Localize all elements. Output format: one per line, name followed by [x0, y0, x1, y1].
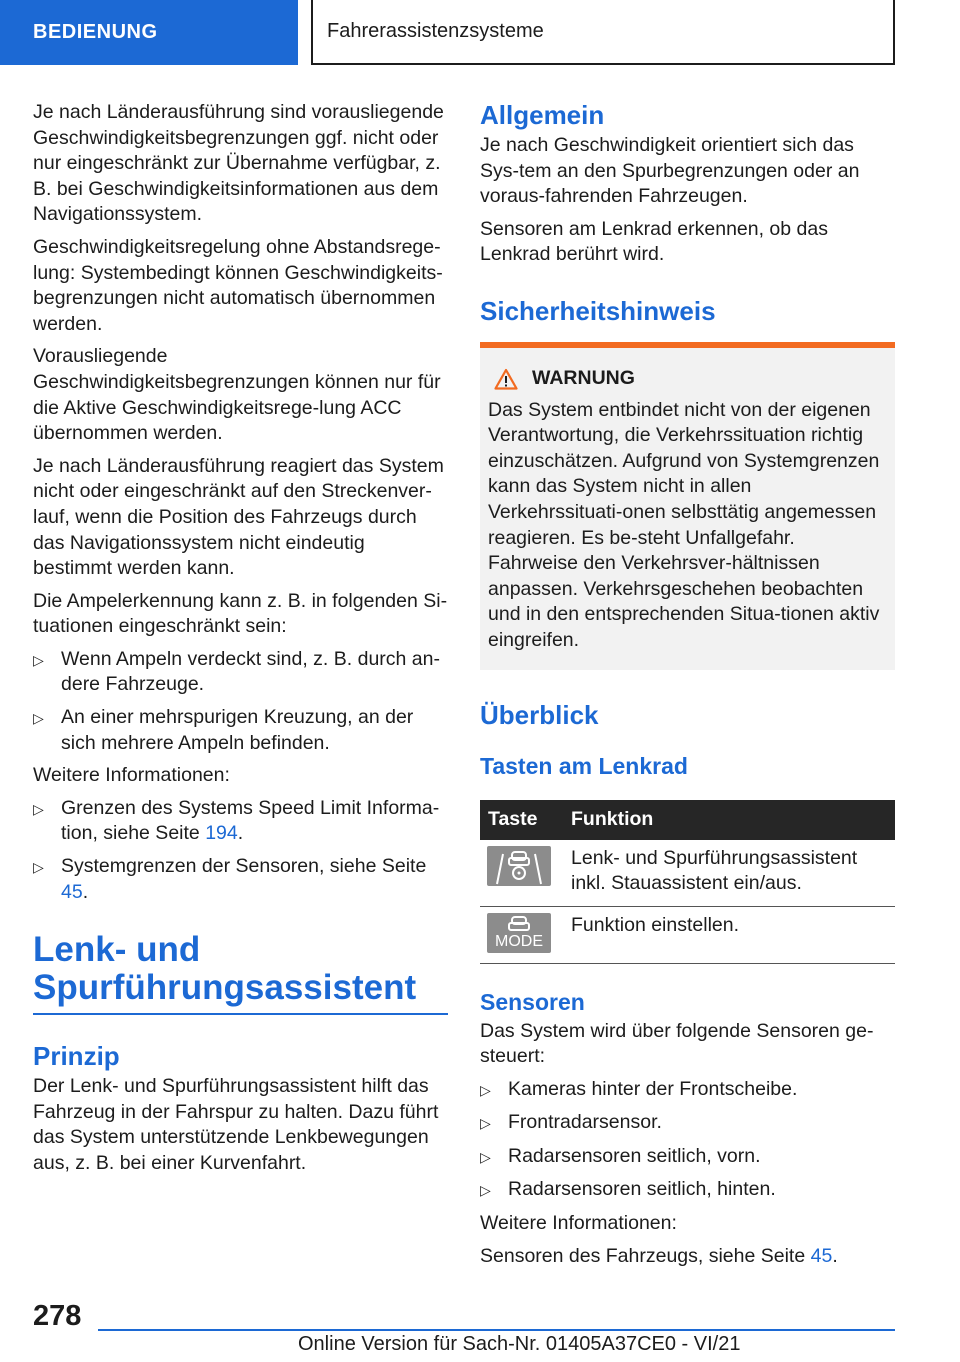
bullet-triangle-icon: ▷ — [480, 1182, 491, 1199]
paragraph: Vorausliegende Geschwindigkeitsbegrenzungen können nur für die Aktive Geschwindigkeitsrege-lung ACC übernommen werden. — [33, 345, 441, 445]
list-item: ▷ Wenn Ampeln verdeckt sind, z. B. durch an-dere Fahrzeuge. — [33, 647, 448, 698]
page-link-45[interactable]: 45 — [61, 880, 83, 903]
paragraph: Geschwindigkeitsregelung ohne Abstandsrege-lung: Systembedingt können Geschwindigkeits-begrenzungen nicht automatisch übernommen werden. — [33, 235, 443, 335]
warning-header: WARNUNG — [488, 366, 887, 392]
section-tab: BEDIENUNG — [0, 0, 298, 65]
mode-button-icon: MODE — [487, 913, 551, 953]
lane-assist-button-icon — [487, 846, 551, 886]
paragraph: Je nach Länderausführung reagiert das System nicht oder eingeschränkt auf den Streckenver-lauf, wenn die Position des Fahrzeugs durch das Navigationssystem nicht eindeutig bestimmt werden kann. — [33, 454, 444, 580]
paragraph: Je nach Länderausführung sind vorausliegende Geschwindigkeitsbegrenzungen ggf. nicht oder nur eingeschränkt zur Übernahme verfügbar, z. B. bei Geschwindigkeitsinformationen aus dem Navigationssystem. — [33, 101, 444, 226]
list-item: ▷ Radarsensoren seitlich, hinten. — [480, 1177, 895, 1204]
warning-text: Das System entbindet nicht von der eigenen Verantwortung, die Verkehrssituation richtig einzuschätzen. Aufgrund von Systemgrenzen kann das System nicht in allen Verkehrssituati-onen selbsttätig angemessen reagieren. Es be-steht Unfallgefahr. Fahrweise den Verkehrsver-hältnissen anpassen. Verkehrsgeschehen beobachten und in den entsprechenden Situa-tionen aktiv eingreifen. — [488, 398, 880, 651]
bullet-triangle-icon: ▷ — [33, 651, 44, 668]
prinzip-heading: Prinzip — [33, 1041, 120, 1072]
table-row — [480, 840, 895, 907]
more-info-label: Weitere Informationen: — [33, 764, 230, 787]
buttons-table — [480, 800, 895, 964]
page-link-45[interactable]: 45 — [810, 1244, 833, 1267]
bullet-triangle-icon: ▷ — [480, 1081, 491, 1098]
overview-heading: Überblick — [480, 699, 599, 730]
bullet-triangle-icon: ▷ — [33, 710, 44, 727]
paragraph: Sensoren am Lenkrad erkennen, ob das Lenkrad berührt wird. — [480, 217, 828, 266]
page-link-194[interactable]: 194 — [205, 822, 238, 845]
list-item: ▷ An einer mehrspurigen Kreuzung, an der sich mehrere Ampeln befinden. — [33, 705, 448, 756]
footer-divider — [98, 1329, 895, 1331]
footer-text: Online Version für Sach-Nr. 01405A37CE0 - VI/21 — [298, 1333, 741, 1355]
buttons-heading: Tasten am Lenkrad — [480, 752, 688, 779]
list-item: ▷ Radarsensoren seitlich, vorn. — [480, 1144, 895, 1171]
table-row — [480, 906, 895, 963]
right-column — [480, 100, 895, 1276]
section-title: Lenk- und Spurführungsassistent — [33, 931, 448, 1015]
list-item: ▷ Grenzen des Systems Speed Limit Informa-tion, siehe Seite 194. — [33, 796, 448, 847]
list-item: ▷ Systemgrenzen der Sensoren, siehe Seite 45. — [33, 854, 448, 905]
table-cell-function: Lenk- und Spurführungsassistent inkl. Stauassistent ein/aus. — [571, 840, 895, 907]
list-item: ▷ Frontradarsensor. — [480, 1110, 895, 1137]
paragraph: Sensoren des Fahrzeugs, siehe Seite 45. — [480, 1244, 838, 1267]
allgemein-heading: Allgemein — [480, 100, 605, 130]
paragraph: Der Lenk- und Spurführungsassistent hilft das Fahrzeug in der Fahrspur zu halten. Dazu führt das System unterstützende Lenkbewegungen aus, z. B. bei einer Kurvenfahrt. — [33, 1075, 439, 1174]
table-header-funktion: Funktion — [571, 800, 895, 840]
left-column — [33, 100, 448, 1184]
bullet-triangle-icon: ▷ — [480, 1115, 491, 1132]
warning-box — [480, 342, 895, 670]
paragraph: Die Ampelerkennung kann z. B. in folgenden Si-tuationen eingeschränkt sein: — [33, 589, 448, 638]
list-item: ▷ Kameras hinter der Frontscheibe. — [480, 1077, 895, 1104]
paragraph: Das System wird über folgende Sensoren ge-steuert: — [480, 1019, 874, 1068]
table-header-taste: Taste — [480, 800, 571, 840]
page-number: 278 — [33, 1300, 82, 1332]
chapter-title: Fahrerassistenzsysteme — [311, 0, 895, 65]
paragraph: Je nach Geschwindigkeit orientiert sich das Sys-tem an den Spurbegrenzungen oder an voraus-fahrenden Fahrzeugen. — [480, 134, 860, 208]
warning-triangle-icon — [494, 368, 518, 390]
bullet-triangle-icon: ▷ — [33, 859, 44, 876]
bullet-triangle-icon: ▷ — [480, 1148, 491, 1165]
table-cell-function: Funktion einstellen. — [571, 906, 895, 963]
sensors-heading: Sensoren — [480, 988, 585, 1015]
more-info-label: Weitere Informationen: — [480, 1212, 677, 1235]
safety-heading: Sicherheitshinweis — [480, 295, 716, 326]
bullet-triangle-icon: ▷ — [33, 800, 44, 817]
